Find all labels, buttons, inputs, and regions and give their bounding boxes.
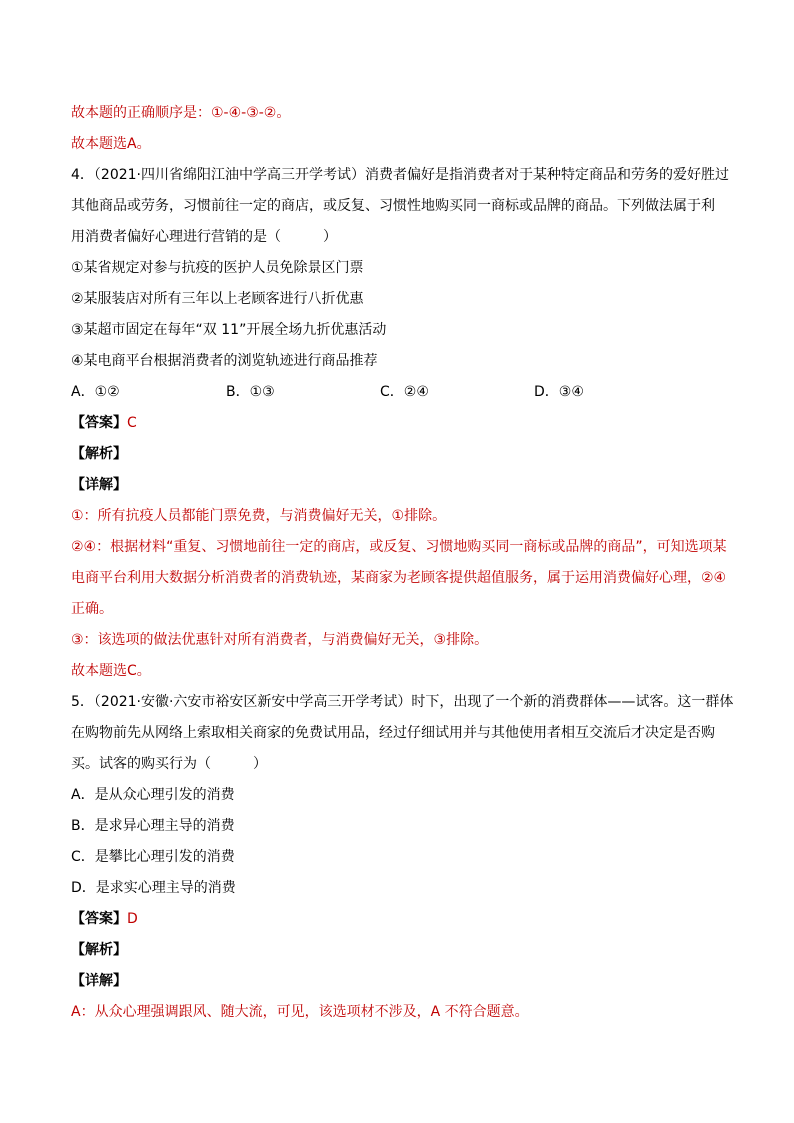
q4-analysis-label: 【解析】 [71,446,127,462]
q4-detail-2b: 电商平台利用大数据分析消费者的消费轨迹，某商家为老顾客提供超值服务，属于运用消费偏好心理，②④ [71,570,727,586]
q5-option-c: C．是攀比心理引发的消费 [71,849,235,865]
q4-option-c: C．②④ [380,384,429,400]
q4-item-1: ①某省规定对参与抗疫的医护人员免除景区门票 [71,260,364,276]
q5-option-b: B．是求异心理主导的消费 [71,818,235,834]
q5-stem-line-3: 买。试客的购买行为（ ） [71,756,267,772]
q5-analysis-label: 【解析】 [71,942,127,958]
q4-detail-3: ③：该选项的做法优惠针对所有消费者，与消费偏好无关，③排除。 [71,632,489,648]
q4-item-3: ③某超市固定在每年“双 11”开展全场九折优惠活动 [71,322,387,338]
q5-stem-line-1: 5．（2021·安徽·六安市裕安区新安中学高三开学考试）时下，出现了一个新的消费群体——试客。这一群体 [71,694,734,710]
q4-stem-line-2: 其他商品或劳务，习惯前往一定的商店，或反复、习惯性地购买同一商标或品牌的商品。下列做法属于利 [71,198,715,214]
q4-option-b: B．①③ [226,384,275,400]
q5-detail-1: A：从众心理强调跟风、随大流，可见，该选项材不涉及，A 不符合题意。 [71,1004,529,1020]
q4-answer-label: 【答案】 [71,415,127,431]
q5-option-a: A．是从众心理引发的消费 [71,787,235,803]
q4-option-d: D．③④ [534,384,584,400]
q4-option-a: A．①② [71,384,120,400]
prev-choose-line: 故本题选A。 [71,136,151,152]
q5-option-d: D．是求实心理主导的消费 [71,880,236,896]
q5-answer [71,909,731,929]
q5-answer-label: 【答案】 [71,911,127,927]
q4-conclusion: 故本题选C。 [71,663,151,679]
q4-detail-1: ①：所有抗疫人员都能门票免费，与消费偏好无关，①排除。 [71,508,447,524]
prev-order-line: 故本题的正确顺序是：①-④-③-②。 [71,105,291,121]
q5-answer-value: D [127,911,138,927]
q5-detail-label: 【详解】 [71,973,127,989]
q4-detail-2a: ②④：根据材料“重复、习惯地前往一定的商店，或反复、习惯地购买同一商标或品牌的商品”，可知选项某 [71,539,727,555]
q4-answer-value: C [127,415,137,431]
q4-detail-label: 【详解】 [71,477,127,493]
q4-stem-line-1: 4．（2021·四川省绵阳江油中学高三开学考试）消费者偏好是指消费者对于某种特定商品和劳务的爱好胜过 [71,167,729,183]
q4-item-2: ②某服装店对所有三年以上老顾客进行八折优惠 [71,291,364,307]
q4-stem-line-3: 用消费者偏好心理进行营销的是（ ） [71,229,337,245]
q4-answer [71,413,731,433]
q4-detail-2c: 正确。 [71,601,113,617]
q5-stem-line-2: 在购物前先从网络上索取相关商家的免费试用品，经过仔细试用并与其他使用者相互交流后才决定是否购 [71,725,715,741]
q4-item-4: ④某电商平台根据消费者的浏览轨迹进行商品推荐 [71,353,378,369]
